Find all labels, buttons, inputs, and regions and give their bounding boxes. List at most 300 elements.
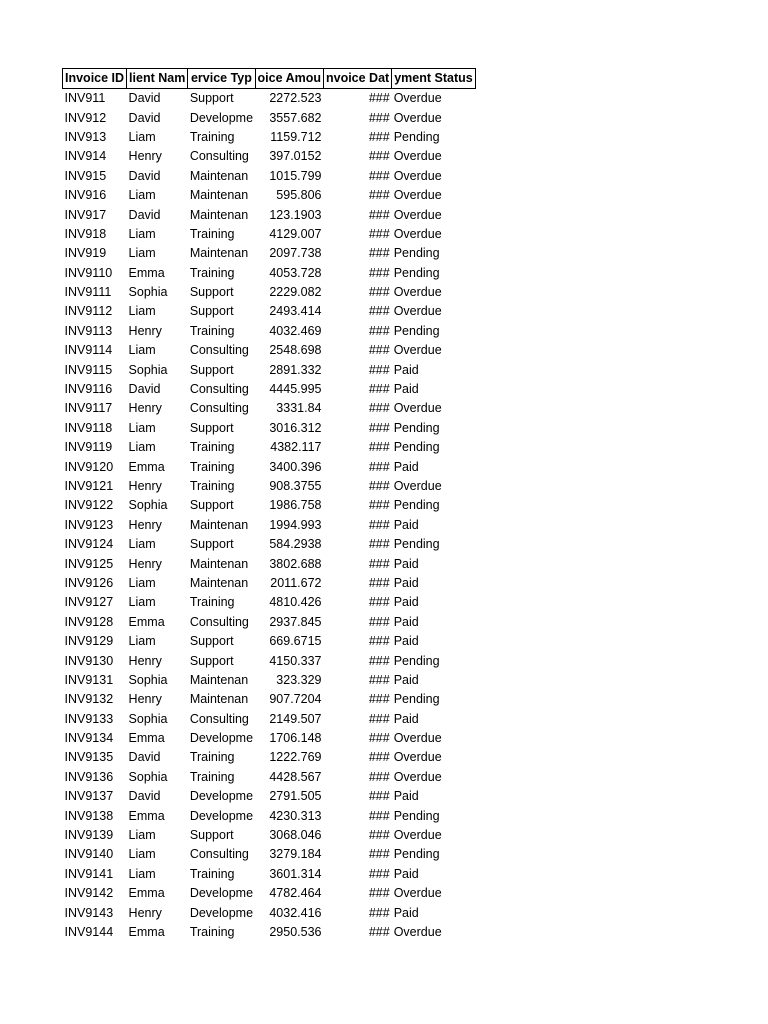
invoice-amount-cell[interactable]: 2791.505 <box>269 789 322 804</box>
invoice-date-cell[interactable]: ### <box>368 769 390 784</box>
payment-status-cell[interactable]: Paid <box>393 517 419 532</box>
service-type-cell[interactable]: Support <box>189 91 234 106</box>
invoice-date-cell[interactable]: ### <box>368 537 390 552</box>
payment-status-cell[interactable]: Overdue <box>393 343 442 358</box>
service-type-cell[interactable]: Training <box>189 595 235 610</box>
invoice-amount-cell[interactable]: 1222.769 <box>269 750 322 765</box>
invoice-id-cell[interactable]: INV911 <box>64 91 106 106</box>
invoice-id-cell[interactable]: INV9132 <box>64 692 114 707</box>
invoice-date-cell[interactable]: ### <box>368 362 390 377</box>
invoice-date-cell[interactable]: ### <box>368 808 390 823</box>
client-name-cell[interactable]: Liam <box>128 537 156 552</box>
service-type-cell[interactable]: Support <box>189 828 234 843</box>
invoice-id-cell[interactable]: INV9114 <box>64 343 113 358</box>
invoice-id-cell[interactable]: INV9139 <box>64 828 114 843</box>
invoice-amount-cell[interactable]: 2548.698 <box>269 343 322 358</box>
invoice-amount-cell[interactable]: 595.806 <box>276 188 322 203</box>
invoice-date-cell[interactable]: ### <box>368 440 390 455</box>
payment-status-cell[interactable]: Overdue <box>393 188 442 203</box>
invoice-id-cell[interactable]: INV9129 <box>64 634 114 649</box>
table-row <box>63 535 476 554</box>
invoice-id-cell[interactable]: INV9143 <box>64 905 114 920</box>
client-name-cell[interactable]: Sophia <box>128 672 168 687</box>
table-row <box>63 283 476 302</box>
invoice-id-cell[interactable]: INV9142 <box>64 886 114 901</box>
service-type-cell[interactable]: Maintenan <box>189 672 249 687</box>
client-name-cell[interactable]: Sophia <box>128 362 168 377</box>
service-type-cell[interactable]: Training <box>189 866 235 881</box>
client-name-cell[interactable]: Liam <box>128 634 156 649</box>
service-type-cell[interactable]: Training <box>189 924 235 939</box>
table-row <box>63 419 476 438</box>
invoice-amount-cell[interactable]: 2937.845 <box>269 614 322 629</box>
payment-status-cell[interactable]: Paid <box>393 556 419 571</box>
client-name-cell[interactable]: Liam <box>128 129 156 144</box>
table-row <box>63 186 476 205</box>
service-type-cell[interactable]: Maintenan <box>189 207 249 222</box>
client-name-cell[interactable]: Emma <box>128 731 165 746</box>
service-type-cell[interactable]: Maintenan <box>189 246 249 261</box>
table-row <box>63 341 476 360</box>
header-invoice-id[interactable]: Invoice ID <box>63 69 127 89</box>
client-name-cell[interactable]: Liam <box>128 343 156 358</box>
invoice-amount-cell[interactable]: 1994.993 <box>269 517 322 532</box>
invoice-id-cell[interactable]: INV9141 <box>64 866 114 881</box>
invoice-date-cell[interactable]: ### <box>368 886 390 901</box>
payment-status-cell[interactable]: Pending <box>393 847 440 862</box>
client-name-cell[interactable]: Henry <box>128 149 162 164</box>
client-name-cell[interactable]: Henry <box>128 556 162 571</box>
invoice-date-cell[interactable]: ### <box>368 479 390 493</box>
invoice-id-cell[interactable]: INV9144 <box>64 924 114 939</box>
invoice-amount-cell[interactable]: 1986.758 <box>269 498 322 513</box>
service-type-cell[interactable]: Support <box>189 304 234 319</box>
invoice-id-cell[interactable]: INV9113 <box>64 323 113 338</box>
client-name-cell[interactable]: Sophia <box>128 769 168 784</box>
payment-status-cell[interactable]: Pending <box>393 323 440 338</box>
invoice-date-cell[interactable]: ### <box>368 382 390 397</box>
invoice-id-cell[interactable]: INV916 <box>64 188 107 203</box>
client-name-cell[interactable]: David <box>128 91 161 106</box>
invoice-date-cell[interactable]: ### <box>368 420 390 435</box>
client-name-cell[interactable]: Sophia <box>128 711 168 726</box>
invoice-date-cell[interactable]: ### <box>368 614 390 629</box>
client-name-cell[interactable]: Emma <box>128 886 165 901</box>
client-name-cell[interactable]: Henry <box>128 517 162 532</box>
table-row <box>63 651 476 670</box>
payment-status-cell[interactable]: Paid <box>393 382 419 397</box>
invoice-amount-cell[interactable]: 4382.117 <box>270 440 322 455</box>
table-row <box>63 167 476 186</box>
client-name-cell[interactable]: David <box>128 382 161 397</box>
client-name-cell[interactable]: David <box>128 110 161 125</box>
invoice-amount-cell[interactable]: 2950.536 <box>269 924 322 939</box>
service-type-cell[interactable]: Maintenan <box>189 517 249 532</box>
payment-status-cell[interactable]: Pending <box>393 692 440 707</box>
invoice-date-cell[interactable]: ### <box>368 750 390 765</box>
invoice-id-cell[interactable]: INV918 <box>64 226 107 241</box>
invoice-date-cell[interactable]: ### <box>368 653 390 668</box>
payment-status-cell[interactable]: Overdue <box>393 168 442 183</box>
payment-status-cell[interactable]: Overdue <box>393 731 442 746</box>
invoice-date-cell[interactable]: ### <box>368 575 390 590</box>
invoice-amount-cell[interactable]: 4428.567 <box>269 769 322 784</box>
payment-status-cell[interactable]: Overdue <box>393 110 442 125</box>
invoice-date-cell[interactable]: ### <box>368 905 390 920</box>
invoice-amount-cell[interactable]: 1706.148 <box>269 731 322 746</box>
payment-status-cell[interactable]: Pending <box>393 420 440 435</box>
client-name-cell[interactable]: Liam <box>128 226 156 241</box>
invoice-id-cell[interactable]: INV9123 <box>64 517 114 532</box>
header-payment-status[interactable]: yment Status <box>392 69 476 89</box>
client-name-cell[interactable]: Liam <box>128 188 156 203</box>
payment-status-cell[interactable]: Paid <box>393 362 419 377</box>
header-invoice-amount[interactable]: oice Amou <box>255 69 323 89</box>
client-name-cell[interactable]: Sophia <box>128 285 168 300</box>
invoice-date-cell[interactable]: ### <box>368 692 390 707</box>
invoice-id-cell[interactable]: INV9140 <box>64 847 114 862</box>
client-name-cell[interactable]: Emma <box>128 924 165 939</box>
table-row <box>63 399 476 418</box>
client-name-cell[interactable]: Henry <box>128 905 162 920</box>
table-row <box>63 574 476 593</box>
header-invoice-date[interactable]: nvoice Dat <box>323 69 391 89</box>
payment-status-cell[interactable]: Overdue <box>393 91 442 106</box>
invoice-amount-cell[interactable]: 323.329 <box>276 672 322 687</box>
invoice-id-cell[interactable]: INV913 <box>64 129 107 144</box>
service-type-cell[interactable]: Developme <box>189 905 254 920</box>
service-type-cell[interactable]: Consulting <box>189 711 249 726</box>
invoice-amount-cell[interactable]: 907.7204 <box>269 692 322 707</box>
service-type-cell[interactable]: Maintenan <box>189 556 249 571</box>
service-type-cell[interactable]: Training <box>189 769 235 784</box>
invoice-date-cell[interactable]: ### <box>368 731 390 746</box>
client-name-cell[interactable]: Liam <box>128 420 156 435</box>
service-type-cell[interactable]: Consulting <box>189 382 249 397</box>
invoice-id-cell[interactable]: INV9112 <box>64 304 113 319</box>
table-row <box>63 496 476 515</box>
invoice-id-cell[interactable]: INV9138 <box>64 808 114 823</box>
invoice-id-cell[interactable]: INV9130 <box>64 653 114 668</box>
payment-status-cell[interactable]: Pending <box>393 129 440 144</box>
invoice-date-cell[interactable]: ### <box>368 323 390 338</box>
service-type-cell[interactable]: Support <box>189 634 234 649</box>
table-row <box>63 806 476 825</box>
table-row <box>63 438 476 457</box>
invoice-date-cell[interactable]: ### <box>368 285 390 300</box>
invoice-date-cell[interactable]: ### <box>368 226 390 241</box>
service-type-cell[interactable]: Developme <box>189 886 254 901</box>
client-name-cell[interactable]: Liam <box>128 575 156 590</box>
invoice-date-cell[interactable]: ### <box>368 634 390 649</box>
invoice-amount-cell[interactable]: 2891.332 <box>269 362 322 377</box>
invoice-id-cell[interactable]: INV915 <box>64 168 107 183</box>
invoice-amount-cell[interactable]: 4230.313 <box>269 808 322 823</box>
invoice-date-cell[interactable]: ### <box>368 129 390 144</box>
table-row <box>63 128 476 147</box>
invoice-amount-cell[interactable]: 397.0152 <box>269 149 322 164</box>
payment-status-cell[interactable]: Paid <box>393 595 419 610</box>
invoice-date-cell[interactable]: ### <box>368 265 390 280</box>
client-name-cell[interactable]: Henry <box>128 401 162 416</box>
header-service-type[interactable]: ervice Typ <box>188 69 255 89</box>
invoice-id-cell[interactable]: INV919 <box>64 246 107 261</box>
invoice-table <box>62 68 476 942</box>
payment-status-cell[interactable]: Overdue <box>393 828 442 843</box>
invoice-id-cell[interactable]: INV9124 <box>64 537 114 552</box>
client-name-cell[interactable]: David <box>128 207 161 222</box>
table-row <box>63 516 476 535</box>
client-name-cell[interactable]: Liam <box>128 246 156 261</box>
payment-status-cell[interactable]: Paid <box>393 614 419 629</box>
invoice-date-cell[interactable]: ### <box>368 556 390 571</box>
invoice-date-cell[interactable]: ### <box>368 304 390 319</box>
payment-status-cell[interactable]: Paid <box>393 634 419 649</box>
invoice-id-cell[interactable]: INV9122 <box>64 498 114 513</box>
invoice-amount-cell[interactable]: 2229.082 <box>269 285 322 300</box>
invoice-date-cell[interactable]: ### <box>368 188 390 203</box>
table-row <box>63 554 476 573</box>
invoice-id-cell[interactable]: INV9110 <box>64 265 113 280</box>
invoice-amount-cell[interactable]: 3279.184 <box>269 847 322 862</box>
invoice-date-cell[interactable]: ### <box>368 168 390 183</box>
service-type-cell[interactable]: Support <box>189 362 234 377</box>
table-row <box>63 845 476 864</box>
payment-status-cell[interactable]: Overdue <box>393 479 442 493</box>
invoice-id-cell[interactable]: INV912 <box>64 110 107 125</box>
invoice-id-cell[interactable]: INV914 <box>64 149 107 164</box>
invoice-id-cell[interactable]: INV9115 <box>64 362 113 377</box>
service-type-cell[interactable]: Consulting <box>189 614 249 629</box>
service-type-cell[interactable]: Developme <box>189 110 254 125</box>
invoice-amount-cell[interactable]: 669.6715 <box>269 634 322 649</box>
client-name-cell[interactable]: Emma <box>128 459 165 474</box>
client-name-cell[interactable]: Henry <box>128 653 162 668</box>
payment-status-cell[interactable]: Pending <box>393 498 440 513</box>
client-name-cell[interactable]: David <box>128 789 161 804</box>
payment-status-cell[interactable]: Pending <box>393 808 440 823</box>
invoice-date-cell[interactable]: ### <box>368 343 390 358</box>
service-type-cell[interactable]: Training <box>189 750 235 765</box>
invoice-id-cell[interactable]: INV9133 <box>64 711 114 726</box>
client-name-cell[interactable]: Emma <box>128 265 165 280</box>
invoice-id-cell[interactable]: INV9119 <box>64 440 113 455</box>
invoice-date-cell[interactable]: ### <box>368 847 390 862</box>
service-type-cell[interactable]: Support <box>189 537 234 552</box>
service-type-cell[interactable]: Training <box>189 265 235 280</box>
client-name-cell[interactable]: Liam <box>128 828 156 843</box>
invoice-amount-cell[interactable]: 3802.688 <box>269 556 322 571</box>
payment-status-cell[interactable]: Overdue <box>393 769 442 784</box>
service-type-cell[interactable]: Developme <box>189 731 254 746</box>
service-type-cell[interactable]: Support <box>189 498 234 513</box>
service-type-cell[interactable]: Maintenan <box>189 188 249 203</box>
table-row <box>63 108 476 127</box>
invoice-amount-cell[interactable]: 4053.728 <box>269 265 322 280</box>
table-row <box>63 903 476 922</box>
service-type-cell[interactable]: Training <box>189 129 235 144</box>
payment-status-cell[interactable]: Pending <box>393 440 440 455</box>
table-row <box>63 302 476 321</box>
payment-status-cell[interactable]: Paid <box>393 575 419 590</box>
service-type-cell[interactable]: Maintenan <box>189 575 249 590</box>
payment-status-cell[interactable]: Overdue <box>393 750 442 765</box>
invoice-amount-cell[interactable]: 2272.523 <box>269 91 322 106</box>
service-type-cell[interactable]: Consulting <box>189 847 249 862</box>
client-name-cell[interactable]: Emma <box>128 614 165 629</box>
invoice-amount-cell[interactable]: 2493.414 <box>269 304 322 319</box>
payment-status-cell[interactable]: Pending <box>393 653 440 668</box>
table-row <box>63 89 476 109</box>
service-type-cell[interactable]: Training <box>189 440 235 455</box>
payment-status-cell[interactable]: Overdue <box>393 149 442 164</box>
client-name-cell[interactable]: Liam <box>128 440 156 455</box>
invoice-amount-cell[interactable]: 4782.464 <box>269 886 322 901</box>
table-row <box>63 710 476 729</box>
client-name-cell[interactable]: Emma <box>128 808 165 823</box>
invoice-id-cell[interactable]: INV9128 <box>64 614 114 629</box>
payment-status-cell[interactable]: Overdue <box>393 401 442 416</box>
invoice-amount-cell[interactable]: 123.1903 <box>269 207 322 222</box>
client-name-cell[interactable]: Henry <box>128 323 162 338</box>
service-type-cell[interactable]: Consulting <box>189 343 249 358</box>
invoice-amount-cell[interactable]: 2097.738 <box>269 246 322 261</box>
invoice-amount-cell[interactable]: 2011.672 <box>270 575 322 590</box>
invoice-amount-cell[interactable]: 2149.507 <box>269 711 322 726</box>
client-name-cell[interactable]: Sophia <box>128 498 168 513</box>
invoice-id-cell[interactable]: INV9135 <box>64 750 114 765</box>
service-type-cell[interactable]: Training <box>189 323 235 338</box>
invoice-id-cell[interactable]: INV9121 <box>64 479 114 493</box>
service-type-cell[interactable]: Maintenan <box>189 692 249 707</box>
invoice-amount-cell[interactable]: 4129.007 <box>269 226 322 241</box>
invoice-amount-cell[interactable]: 908.3755 <box>269 479 322 493</box>
payment-status-cell[interactable]: Paid <box>393 866 419 881</box>
invoice-amount-cell[interactable]: 3557.682 <box>269 110 322 125</box>
table-row <box>63 147 476 166</box>
invoice-amount-cell[interactable]: 584.2938 <box>269 537 322 552</box>
client-name-cell[interactable]: Liam <box>128 866 156 881</box>
payment-status-cell[interactable]: Overdue <box>393 207 442 222</box>
client-name-cell[interactable]: Henry <box>128 479 162 493</box>
invoice-id-cell[interactable]: INV9120 <box>64 459 114 474</box>
service-type-cell[interactable]: Support <box>189 285 234 300</box>
invoice-amount-cell[interactable]: 1015.799 <box>269 168 322 183</box>
client-name-cell[interactable]: Liam <box>128 847 156 862</box>
invoice-id-cell[interactable]: INV9117 <box>64 401 113 416</box>
payment-status-cell[interactable]: Overdue <box>393 226 442 241</box>
invoice-date-cell[interactable]: ### <box>368 517 390 532</box>
invoice-amount-cell[interactable]: 3400.396 <box>269 459 322 474</box>
table-row <box>63 826 476 845</box>
table-row <box>63 205 476 224</box>
payment-status-cell[interactable]: Paid <box>393 905 419 920</box>
invoice-date-cell[interactable]: ### <box>368 91 390 106</box>
invoice-date-cell[interactable]: ### <box>368 789 390 804</box>
client-name-cell[interactable]: Liam <box>128 595 156 610</box>
invoice-amount-cell[interactable]: 3016.312 <box>269 420 322 435</box>
invoice-amount-cell[interactable]: 4032.416 <box>269 905 322 920</box>
invoice-amount-cell[interactable]: 4150.337 <box>269 653 322 668</box>
invoice-date-cell[interactable]: ### <box>368 459 390 474</box>
invoice-date-cell[interactable]: ### <box>368 110 390 125</box>
payment-status-cell[interactable]: Paid <box>393 711 419 726</box>
service-type-cell[interactable]: Consulting <box>189 149 249 164</box>
payment-status-cell[interactable]: Overdue <box>393 304 442 319</box>
invoice-amount-cell[interactable]: 4810.426 <box>269 595 322 610</box>
table-row <box>63 360 476 379</box>
invoice-amount-cell[interactable]: 4032.469 <box>269 323 322 338</box>
table-row <box>63 923 476 942</box>
payment-status-cell[interactable]: Pending <box>393 265 440 280</box>
invoice-amount-cell[interactable]: 3068.046 <box>269 828 322 843</box>
client-name-cell[interactable]: Henry <box>128 692 162 707</box>
invoice-amount-cell[interactable]: 4445.995 <box>269 382 322 397</box>
service-type-cell[interactable]: Developme <box>189 789 254 804</box>
table-row <box>63 671 476 690</box>
invoice-date-cell[interactable]: ### <box>368 866 390 881</box>
service-type-cell[interactable]: Consulting <box>189 401 249 416</box>
invoice-amount-cell[interactable]: 3331.84 <box>276 401 322 416</box>
payment-status-cell[interactable]: Pending <box>393 537 440 552</box>
invoice-id-cell[interactable]: INV9137 <box>64 789 114 804</box>
service-type-cell[interactable]: Maintenan <box>189 168 249 183</box>
invoice-id-cell[interactable]: INV917 <box>64 207 107 222</box>
table-row <box>63 477 476 496</box>
invoice-id-cell[interactable]: INV9127 <box>64 595 114 610</box>
invoice-date-cell[interactable]: ### <box>368 672 390 687</box>
invoice-date-cell[interactable]: ### <box>368 828 390 843</box>
invoice-id-cell[interactable]: INV9126 <box>64 575 114 590</box>
payment-status-cell[interactable]: Paid <box>393 789 419 804</box>
invoice-date-cell[interactable]: ### <box>368 246 390 261</box>
client-name-cell[interactable]: David <box>128 168 161 183</box>
service-type-cell[interactable]: Support <box>189 653 234 668</box>
service-type-cell[interactable]: Developme <box>189 808 254 823</box>
invoice-date-cell[interactable]: ### <box>368 149 390 164</box>
payment-status-cell[interactable]: Overdue <box>393 285 442 300</box>
header-client-name[interactable]: lient Nam <box>127 69 188 89</box>
client-name-cell[interactable]: Liam <box>128 304 156 319</box>
invoice-id-cell[interactable]: INV9116 <box>64 382 113 397</box>
invoice-date-cell[interactable]: ### <box>368 207 390 222</box>
invoice-date-cell[interactable]: ### <box>368 924 390 939</box>
payment-status-cell[interactable]: Overdue <box>393 886 442 901</box>
invoice-amount-cell[interactable]: 1159.712 <box>270 129 322 144</box>
payment-status-cell[interactable]: Paid <box>393 672 419 687</box>
invoice-date-cell[interactable]: ### <box>368 498 390 513</box>
invoice-id-cell[interactable]: INV9118 <box>64 420 113 435</box>
invoice-date-cell[interactable]: ### <box>368 401 390 416</box>
invoice-id-cell[interactable]: INV9111 <box>64 285 112 300</box>
table-row <box>63 729 476 748</box>
invoice-date-cell[interactable]: ### <box>368 711 390 726</box>
invoice-id-cell[interactable]: INV9125 <box>64 556 114 571</box>
invoice-date-cell[interactable]: ### <box>368 595 390 610</box>
payment-status-cell[interactable]: Overdue <box>393 924 442 939</box>
invoice-id-cell[interactable]: INV9134 <box>64 731 114 746</box>
service-type-cell[interactable]: Training <box>189 479 235 493</box>
payment-status-cell[interactable]: Paid <box>393 459 419 474</box>
payment-status-cell[interactable]: Pending <box>393 246 440 261</box>
client-name-cell[interactable]: David <box>128 750 161 765</box>
invoice-amount-cell[interactable]: 3601.314 <box>269 866 322 881</box>
invoice-id-cell[interactable]: INV9136 <box>64 769 114 784</box>
invoice-id-cell[interactable]: INV9131 <box>64 672 114 687</box>
service-type-cell[interactable]: Support <box>189 420 234 435</box>
service-type-cell[interactable]: Training <box>189 459 235 474</box>
service-type-cell[interactable]: Training <box>189 226 235 241</box>
